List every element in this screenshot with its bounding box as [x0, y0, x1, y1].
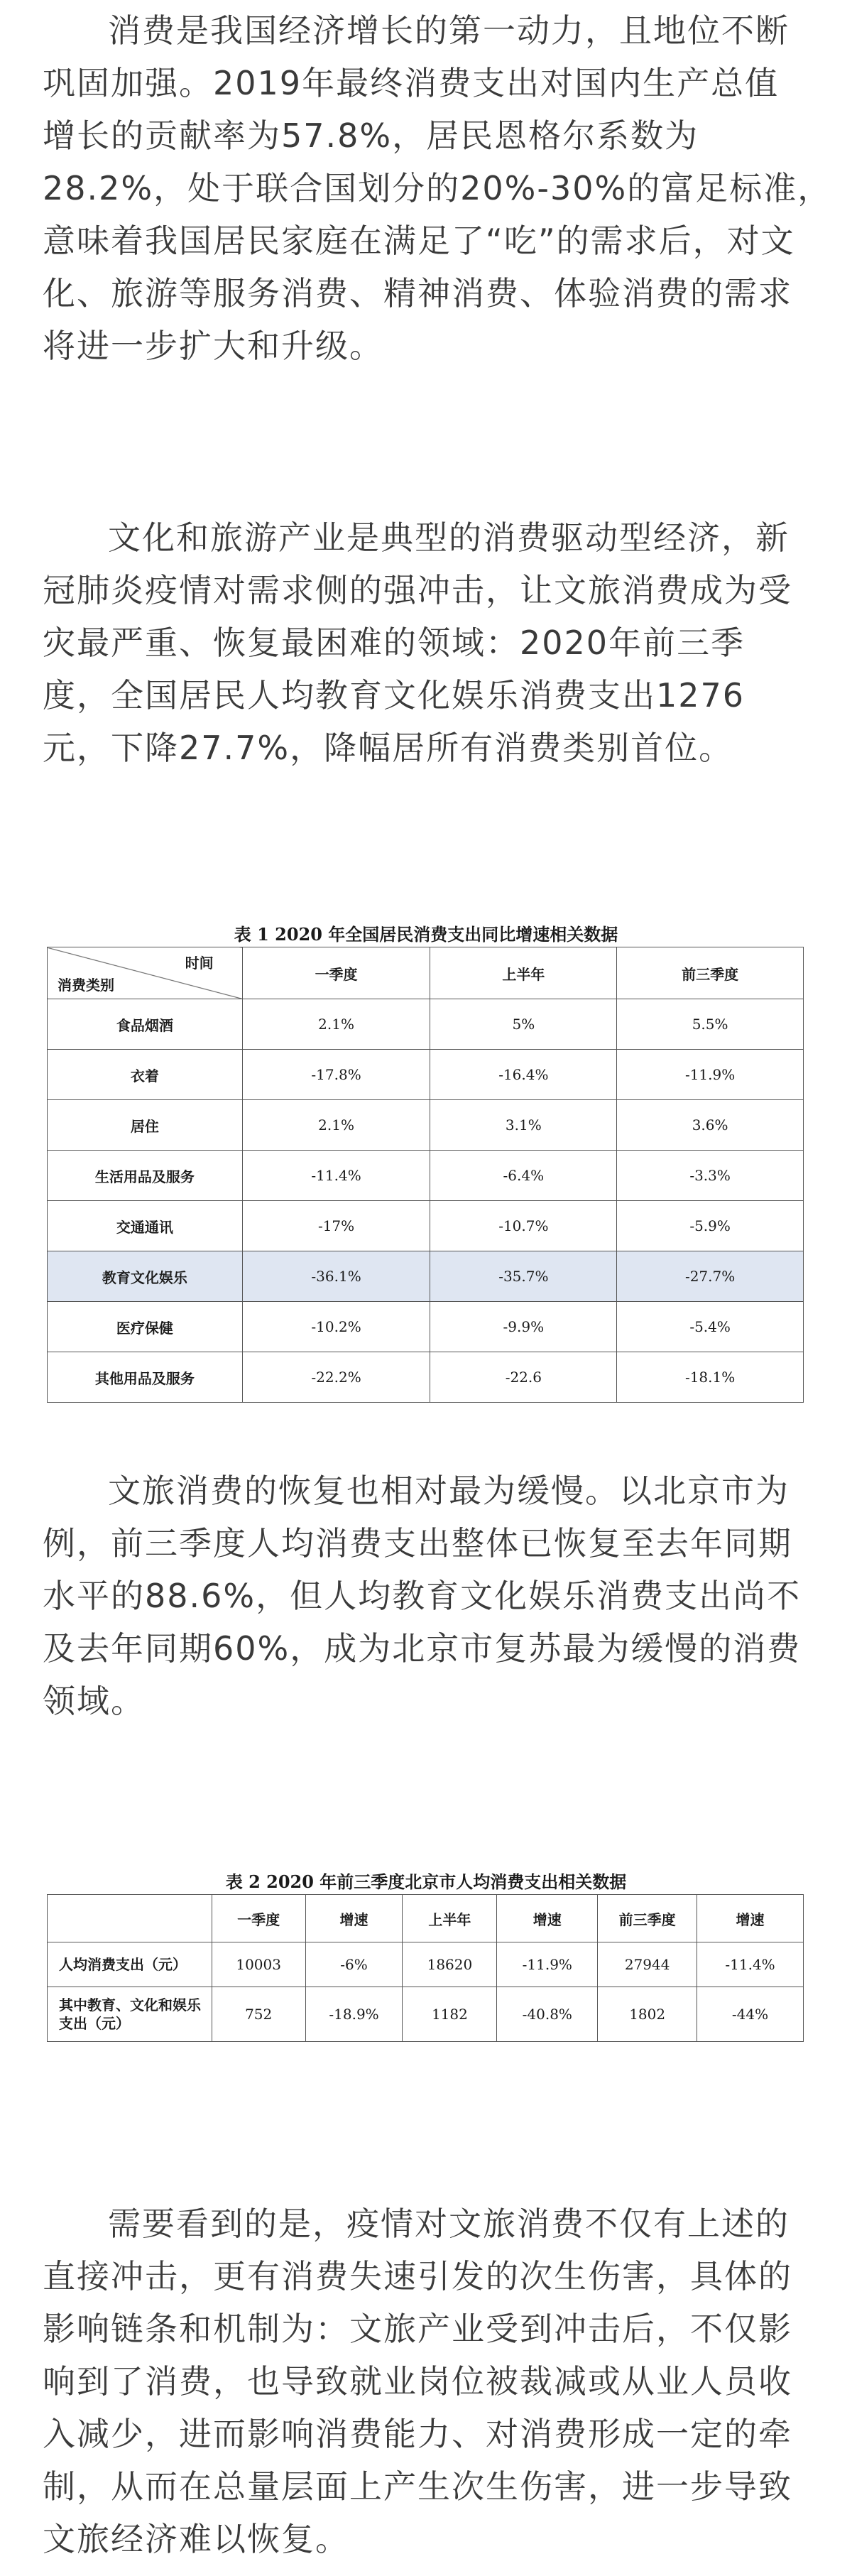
- table-cell: -10.7%: [430, 1201, 617, 1251]
- row-category: 交通通讯: [48, 1201, 243, 1251]
- paragraph-2: [43, 511, 809, 774]
- table-cell: -11.9%: [617, 1050, 804, 1100]
- text-line: 将进一步扩大和升级。: [43, 327, 383, 365]
- table-cell: -40.8%: [497, 1987, 598, 2042]
- table-header-row: [48, 947, 804, 999]
- table-cell: 10003: [212, 1942, 305, 1987]
- table-cell: 1182: [403, 1987, 497, 2042]
- text-line: 化、旅游等服务消费、精神消费、体验消费的需求: [43, 274, 792, 313]
- corner-header: [48, 1895, 212, 1942]
- text-line: 水平的88.6%，但人均教育文化娱乐消费支出尚不: [43, 1577, 802, 1615]
- table-cell: -9.9%: [430, 1302, 617, 1352]
- table-row: [48, 1050, 804, 1100]
- table-cell: -10.2%: [242, 1302, 430, 1352]
- text-line: 直接冲击，更有消费失速引发的次生伤害，具体的: [43, 2257, 792, 2295]
- paragraph-3: [43, 1464, 809, 1727]
- column-header: 增速: [305, 1895, 403, 1942]
- row-category: 其中教育、文化和娱乐支出（元）: [48, 1987, 212, 2042]
- text-line: 文旅经济难以恢复。: [43, 2520, 349, 2558]
- table-cell: -5.4%: [617, 1302, 804, 1352]
- table-row: [48, 1942, 804, 1987]
- table-cell: -3.3%: [617, 1151, 804, 1201]
- row-category: 其他用品及服务: [48, 1352, 243, 1403]
- table-cell: -6%: [305, 1942, 403, 1987]
- text-line: 灾最严重、恢复最困难的领域：2020年前三季: [43, 624, 746, 662]
- text-line: 消费是我国经济增长的第一动力，且地位不断: [108, 11, 790, 50]
- table-cell: 5.5%: [617, 999, 804, 1050]
- text-line: 度，全国居民人均教育文化娱乐消费支出1276: [43, 676, 746, 714]
- text-line: 增长的贡献率为57.8%，居民恩格尔系数为: [43, 116, 699, 155]
- table-cell: 752: [212, 1987, 305, 2042]
- table-cell: -35.7%: [430, 1251, 617, 1302]
- column-header: 前三季度: [617, 947, 804, 999]
- table-cell: -17.8%: [242, 1050, 430, 1100]
- text-line: 巩固加强。2019年最终消费支出对国内生产总值: [43, 64, 780, 102]
- row-category: 医疗保健: [48, 1302, 243, 1352]
- table-cell: 5%: [430, 999, 617, 1050]
- table-cell: -44%: [697, 1987, 804, 2042]
- text-line: 元，下降27.7%，降幅居所有消费类别首位。: [43, 729, 733, 767]
- text-line: 意味着我国居民家庭在满足了“吃”的需求后，对文: [43, 222, 795, 260]
- corner-header: [48, 947, 243, 999]
- paragraph-4: [43, 2197, 809, 2565]
- table-2: [47, 1894, 804, 2042]
- table-cell: 27944: [598, 1942, 697, 1987]
- column-header: 上半年: [430, 947, 617, 999]
- table-header-row: [48, 1895, 804, 1942]
- table-2-title: 表 2 2020 年前三季度北京市人均消费支出相关数据: [225, 1871, 627, 1892]
- table-cell: -27.7%: [617, 1251, 804, 1302]
- table-cell: -11.4%: [242, 1151, 430, 1201]
- text-line: 例，前三季度人均消费支出整体已恢复至去年同期: [43, 1524, 792, 1563]
- row-category: 衣着: [48, 1050, 243, 1100]
- table-cell: 3.6%: [617, 1100, 804, 1151]
- row-category: 生活用品及服务: [48, 1151, 243, 1201]
- text-line: 冠肺炎疫情对需求侧的强冲击，让文旅消费成为受: [43, 571, 792, 609]
- table-1-title: 表 1 2020 年全国居民消费支出同比增速相关数据: [234, 924, 618, 945]
- table-row: [48, 1302, 804, 1352]
- table-cell: -5.9%: [617, 1201, 804, 1251]
- row-category: 居住: [48, 1100, 243, 1151]
- table-cell: -11.4%: [697, 1942, 804, 1987]
- column-header: 增速: [497, 1895, 598, 1942]
- table-cell: -6.4%: [430, 1151, 617, 1201]
- table-row: [48, 1987, 804, 2042]
- column-header: 增速: [697, 1895, 804, 1942]
- table-cell: -11.9%: [497, 1942, 598, 1987]
- table-cell: -22.2%: [242, 1352, 430, 1403]
- table-cell: -18.9%: [305, 1987, 403, 2042]
- text-line: 需要看到的是，疫情对文旅消费不仅有上述的: [108, 2205, 790, 2243]
- table-row: [48, 1151, 804, 1201]
- table-row: [48, 1201, 804, 1251]
- table-cell: 3.1%: [430, 1100, 617, 1151]
- table-cell: 2.1%: [242, 1100, 430, 1151]
- corner-bottom-label: 消费类别: [58, 977, 114, 994]
- table-cell: -22.6: [430, 1352, 617, 1403]
- table-cell: 2.1%: [242, 999, 430, 1050]
- text-line: 影响链条和机制为：文旅产业受到冲击后，不仅影: [43, 2310, 792, 2348]
- text-line: 入减少，进而影响消费能力、对消费形成一定的牵: [43, 2415, 792, 2453]
- table-cell: -36.1%: [242, 1251, 430, 1302]
- text-line: 及去年同期60%，成为北京市复苏最为缓慢的消费: [43, 1629, 802, 1668]
- row-category: 人均消费支出（元）: [48, 1942, 212, 1987]
- corner-top-label: 时间: [185, 955, 214, 972]
- text-line: 领域。: [43, 1682, 145, 1720]
- table-row: [48, 1352, 804, 1403]
- table-cell: 18620: [403, 1942, 497, 1987]
- text-line: 文旅消费的恢复也相对最为缓慢。以北京市为: [108, 1472, 790, 1510]
- column-header: 上半年: [403, 1895, 497, 1942]
- table-cell: -16.4%: [430, 1050, 617, 1100]
- text-line: 响到了消费，也导致就业岗位被裁减或从业人员收: [43, 2362, 792, 2401]
- column-header: 一季度: [242, 947, 430, 999]
- text-line: 文化和旅游产业是典型的消费驱动型经济，新: [108, 518, 790, 557]
- table-row: [48, 999, 804, 1050]
- paragraph-1: [43, 4, 832, 372]
- table-row: [48, 1100, 804, 1151]
- table-cell: 1802: [598, 1987, 697, 2042]
- column-header: 前三季度: [598, 1895, 697, 1942]
- table-row-highlighted: [48, 1251, 804, 1302]
- table-cell: -17%: [242, 1201, 430, 1251]
- text-line: 28.2%，处于联合国划分的20%-30%的富足标准，: [43, 169, 832, 207]
- table-1: [47, 947, 804, 1403]
- row-category: 食品烟酒: [48, 999, 243, 1050]
- table-cell: -18.1%: [617, 1352, 804, 1403]
- column-header: 一季度: [212, 1895, 305, 1942]
- row-category: 教育文化娱乐: [48, 1251, 243, 1302]
- text-line: 制，从而在总量层面上产生次生伤害，进一步导致: [43, 2467, 792, 2506]
